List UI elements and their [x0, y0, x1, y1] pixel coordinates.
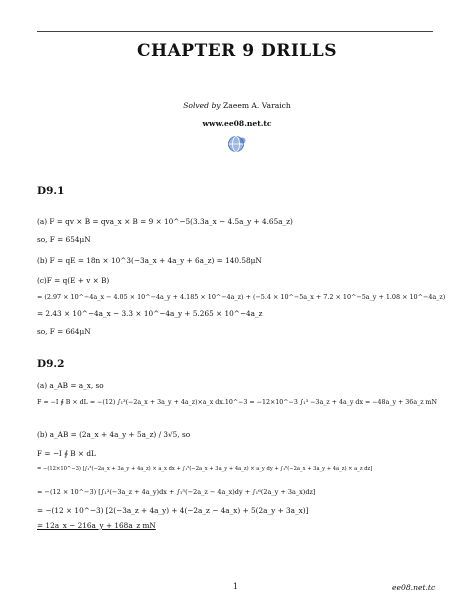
d92-part-b-line3: = −(12 × 10^−3) [∫₁³(−3a_z + 4a_y)dx + ∫₁⁵(−2a_z − 4a_x)dy + ∫₁⁶(2a_y + 3a_x)dz] — [37, 488, 316, 496]
page-number: 1 — [233, 582, 239, 591]
d91-part-c-line1: (c)F = q(E + v × B) — [37, 276, 110, 285]
d92-part-b-line2: = −(12×10^−3) [∫₁³(−2a_x + 3a_y + 4a_z) × a_x dx + ∫₁⁵(−2a_x + 3a_y + 4a_z) × a_y dy + ∫₁⁶(−2a_x + 3a_y + 4a_z) × a_z dz] — [37, 466, 373, 472]
d92-part-a: (a) a_AB = a_x, so — [37, 381, 104, 390]
d91-part-c-line3: = 2.43 × 10^−4a_x − 3.3 × 10^−4a_y + 5.265 × 10^−4a_z — [37, 309, 263, 318]
d92-part-b-force: F = −I ∮ B × dL — [37, 449, 96, 458]
d92-part-a-force: F = −I ∮ B × dL = −(12) ∫₁³(−2a_x + 3a_y + 4a_z)×a_x dx.10^−3 = −12×10^−3 ∫₁³ −3a_z + 4a_y dx = −48a_y + 36a_z mN — [37, 399, 438, 406]
d91-part-b: (b) F = qE = 18n × 10^3(−3a_x + 4a_y + 6a_z) = 140.58μN — [37, 256, 262, 265]
website-link[interactable]: www.ee08.net.tc — [202, 119, 272, 128]
footer-website[interactable]: ee08.net.tc — [392, 583, 436, 592]
section-heading-d92: D9.2 — [37, 358, 65, 370]
author-name: Zaeem A. Varaich — [223, 101, 291, 110]
globe-logo-icon — [227, 135, 247, 153]
section-heading-d91: D9.1 — [37, 185, 65, 197]
d91-part-c-line2: = (2.97 × 10^−4a_x − 4.05 × 10^−4a_y + 4.185 × 10^−4a_z) + (−5.4 × 10^−5a_x + 7.2 × 10^−5a_y + 1.08 × 10^−4a_z) — [37, 293, 446, 301]
d91-part-a: (a) F = qv × B = qva_x × B = 9 × 10^−5(3.3a_x − 4.5a_y + 4.65a_z) — [37, 217, 293, 226]
solved-by-label: Solved by — [183, 101, 221, 110]
d92-part-b-line4: = −(12 × 10^−3) [2(−3a_z + 4a_y) + 4(−2a_z − 4a_x) + 5(2a_y + 3a_x)] — [37, 506, 309, 515]
d91-part-a-result: so, F = 654μN — [37, 235, 91, 244]
d91-part-c-result: so, F = 664μN — [37, 327, 91, 336]
d92-part-b-result: = 12a_x − 216a_y + 168a_z mN — [37, 521, 156, 530]
d92-part-b: (b) a_AB = (2a_x + 4a_y + 5a_z) / 3√5, so — [37, 430, 191, 439]
page-title: CHAPTER 9 DRILLS — [137, 41, 337, 61]
top-rule — [37, 31, 433, 32]
author-line — [0, 101, 474, 110]
